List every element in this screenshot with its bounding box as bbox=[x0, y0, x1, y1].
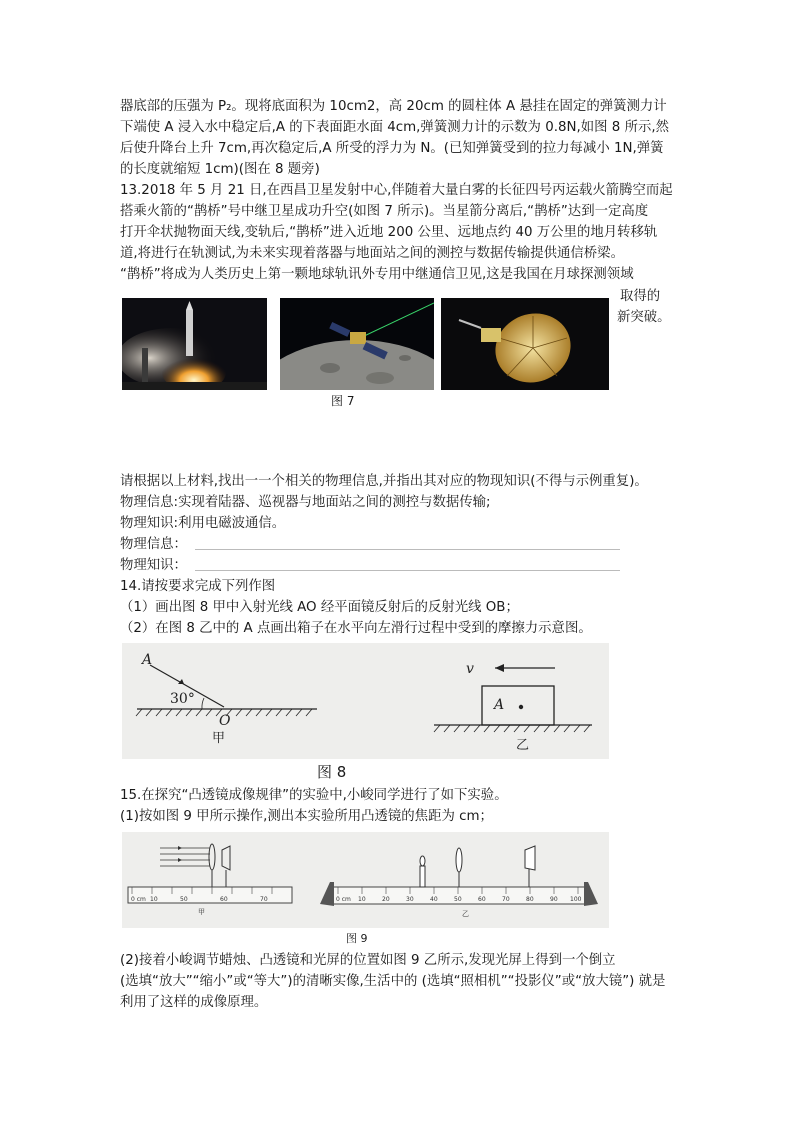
relay-satellite-antenna-photo bbox=[441, 298, 609, 390]
figure-9-caption: 图 9 bbox=[346, 932, 368, 945]
box-diagram-yi bbox=[434, 661, 592, 753]
figure-8 bbox=[122, 643, 609, 759]
text-line: 取得的 bbox=[620, 289, 661, 304]
answer-blank-info[interactable] bbox=[195, 549, 620, 550]
text-line: 新突破。 bbox=[617, 310, 671, 325]
text-line: （1）画出图 8 甲中入射光线 AO 经平面镜反射后的反射光线 OB； bbox=[120, 600, 519, 615]
optical-bench-yi bbox=[320, 846, 598, 918]
text-line: (2)接着小峻调节蜡烛、凸透镜和光屏的位置如图 9 乙所示,发现光屏上得到一个倒立 bbox=[120, 953, 616, 968]
text-line: 打开伞状抛物面天线,变轨后,“鹊桥”进入近地 200 公里、远地点约 40 万公里的地月转移轨 bbox=[120, 225, 658, 240]
tick-label: 60 bbox=[220, 896, 228, 903]
tick-label: 60 bbox=[478, 896, 486, 903]
yi-label: 乙 bbox=[516, 738, 530, 753]
tick-label: 0 cm bbox=[131, 896, 146, 903]
text-line: (选填“放大”“缩小”或“等大”)的清晰实像,生活中的 (选填“照相机”“投影仪”或“放大镜”) 就是 bbox=[120, 974, 666, 989]
jia-label: 甲 bbox=[198, 908, 205, 916]
text-line: 道,将进行在轨测试,为未来实现着落器与地面站之间的测控与数据传输提供通信桥梁。 bbox=[120, 246, 624, 261]
convex-lens-icon bbox=[456, 848, 462, 887]
tick-label: 50 bbox=[180, 896, 188, 903]
text-line: 器底部的压强为 P₂。现将底面积为 10cm2，高 20cm 的圆柱体 A 悬挂在固定的弹簧测力计 bbox=[120, 99, 667, 114]
text-line: 下端使 A 浸入水中稳定后,A 的下表面距水面 4cm,弹簧测力计的示数为 0.8N,如图 8 所示,然 bbox=[120, 120, 670, 135]
point-a-label: A bbox=[142, 652, 153, 668]
figure-8-caption: 图 8 bbox=[317, 763, 347, 781]
tick-label: 10 bbox=[358, 896, 366, 903]
text-line: 后使升降台上升 7cm,再次稳定后,A 所受的浮力为 N。(已知弹簧受到的拉力每减小 1N,弹簧 bbox=[120, 141, 664, 156]
tick-label: 80 bbox=[526, 896, 534, 903]
jia-label: 甲 bbox=[212, 731, 226, 746]
light-screen-icon bbox=[525, 846, 535, 887]
yi-label: 乙 bbox=[462, 910, 469, 918]
tick-label: 30 bbox=[406, 896, 414, 903]
text-line: 13.2018 年 5 月 21 日,在西昌卫星发射中心,伴随着大量白雾的长征四号丙运载火箭腾空而起 bbox=[120, 183, 673, 198]
tick-label: 0 cm bbox=[336, 896, 351, 903]
figure-9 bbox=[122, 832, 609, 928]
text-line: (1)按如图 9 甲所示操作,测出本实验所用凸透镜的焦距为 cm； bbox=[120, 809, 493, 824]
rocket-launch-photo bbox=[122, 298, 267, 390]
answer-label-info: 物理信息： bbox=[120, 537, 187, 552]
text-line: 利用了这样的成像原理。 bbox=[120, 995, 268, 1010]
text-line: 请根据以上材料,找出一一个相关的物理信息,并指出其对应的物现知识(不得与示例重复)。 bbox=[120, 474, 648, 489]
figure-7-caption: 图 7 bbox=[331, 394, 355, 408]
text-line: 物理知识:利用电磁波通信。 bbox=[120, 516, 286, 531]
tick-label: 20 bbox=[382, 896, 390, 903]
tick-label: 10 bbox=[150, 896, 158, 903]
tick-label: 70 bbox=[502, 896, 510, 903]
tick-label: 90 bbox=[550, 896, 558, 903]
angle-label: 30° bbox=[170, 691, 195, 707]
text-line: 物理信息:实现着陆器、巡视器与地面站之间的测控与数据传输; bbox=[120, 495, 491, 510]
answer-label-knowledge: 物理知识： bbox=[120, 558, 187, 573]
tick-label: 70 bbox=[260, 896, 268, 903]
focal-length-setup-jia bbox=[128, 844, 292, 916]
text-line: （2）在图 8 乙中的 A 点画出箱子在水平向左滑行过程中受到的摩擦力示意图。 bbox=[120, 621, 592, 636]
velocity-label: v bbox=[466, 661, 474, 677]
answer-blank-knowledge[interactable] bbox=[195, 570, 620, 571]
point-o-label: O bbox=[219, 713, 231, 729]
box-a-label: A bbox=[494, 697, 505, 713]
tick-label: 50 bbox=[454, 896, 462, 903]
text-line: 14.请按要求完成下列作图 bbox=[120, 579, 276, 594]
tick-label: 100 bbox=[570, 896, 582, 903]
text-line: “鹊桥”将成为人类历史上第一颗地球轨讯外专用中继通信卫见,这是我国在月球探测领域 bbox=[120, 267, 634, 282]
candle-icon bbox=[420, 856, 425, 887]
text-line: 搭乘火箭的“鹊桥”号中继卫星成功升空(如图 7 所示)。当星箭分离后,“鹊桥”达到一定高度 bbox=[120, 204, 649, 219]
satellite-over-moon-photo bbox=[280, 298, 434, 390]
text-line: 15.在探究“凸透镜成像规律”的实验中,小峻同学进行了如下实验。 bbox=[120, 788, 508, 803]
tick-label: 40 bbox=[430, 896, 438, 903]
mirror-diagram-jia bbox=[136, 652, 317, 746]
text-line: 的长度就缩短 1cm)(图在 8 题旁) bbox=[120, 162, 320, 177]
